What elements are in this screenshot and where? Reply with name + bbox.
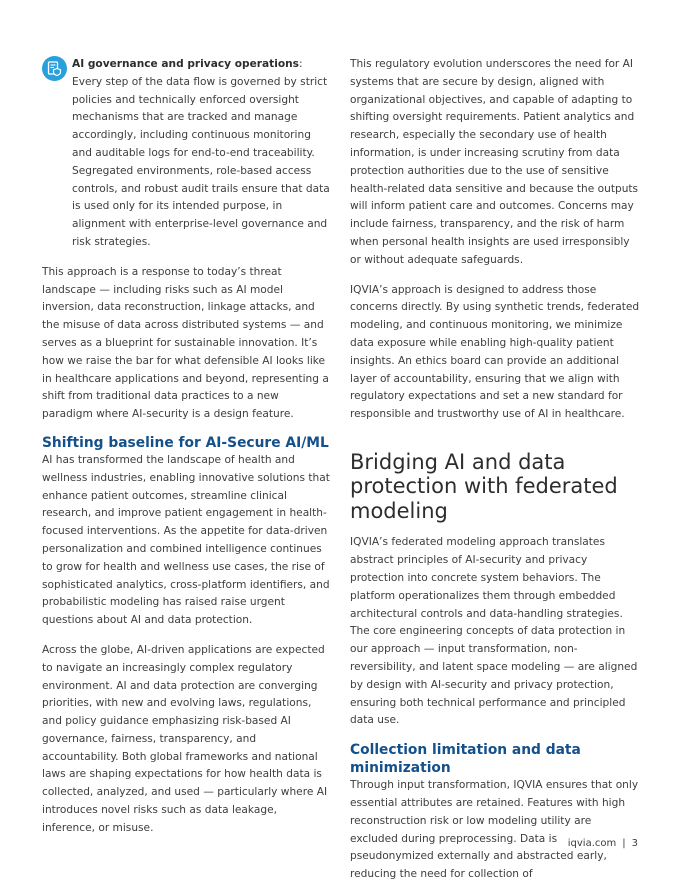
iqvia-approach-paragraph: IQVIA’s approach is designed to address those concerns directly. By using synthetic trends, federated modeling, and continuous monitoring, we minimize data exposure while enabling high-quality patient insights. An ethics board can provide an additional layer of accountability, ensuring that we align with regulatory expectations and set a new standard for responsible and trustworthy use of AI in healthcare. (350, 283, 640, 421)
right-column (350, 56, 642, 884)
shield-document-icon (42, 56, 67, 81)
footer-site-link[interactable]: iqvia.com (567, 838, 617, 849)
ai-landscape-paragraph: AI has transformed the landscape of health and wellness industries, enabling innovative solutions that enhance patient outcomes, streamline clinical research, and improve patient engagement in health-focused interventions. As the appetite for data-driven personalization and combined intelligence continues to grow for health and wellness use cases, the rise of sophisticated analytics, cross-platform identifiers, and probabilistic modeling has raised raise urgent questions about AI and data protection. (42, 453, 330, 627)
left-column (42, 56, 332, 838)
section-heading-shifting-baseline: Shifting baseline for AI-Secure AI/ML (42, 434, 329, 451)
input-transformation-paragraph: Through input transformation, IQVIA ensures that only essential attributes are retained. Features with high reconstruction risk or low modeling utility are excluded during preprocessing. Data is pseudonymized externally and abstracted early, reducing the need for collection of (350, 779, 639, 881)
section-heading-bridging-ai: Bridging AI and data protection with federated modeling (350, 449, 618, 523)
section-heading-collection-limitation: Collection limitation and data minimization (350, 742, 581, 777)
threat-landscape-paragraph: This approach is a response to today’s threat landscape — including risks such as AI model inversion, data reconstruction, linkage attacks, and the misuse of data across distributed systems — and serves as a blueprint for sustainable innovation. It’s how we raise the bar for what defensible AI looks like in healthcare applications and beyond, representing a shift from traditional data practices to a new paradigm where AI-security is a design feature. (42, 265, 329, 421)
regulatory-evolution-paragraph: This regulatory evolution underscores the need for AI systems that are secure by design, aligned with organizational objectives, and capable of adapting to shifting oversight requirements. Patient analytics and research, especially the secondary use of health information, is under increasing scrutiny from data protection authorities due to the use of sensitive health-related data sensitive and because the outputs will inform patient care and outcomes. Concerns may include fairness, transparency, and the risk of harm when personal health insights are used irresponsibly or without adequate safeguards. (350, 58, 639, 266)
federated-modeling-paragraph: IQVIA’s federated modeling approach translates abstract principles of AI-security and privacy protection into concrete system behaviors. The platform operationalizes them through embedded architectural controls and data-handling strategies. The core engineering concepts of data protection in our approach — input transformation, non-reversibility, and latent space modeling — are aligned by design with AI-security and privacy protection, ensuring both technical performance and principled data use. (350, 536, 638, 727)
page-footer (568, 838, 638, 849)
governance-title: AI governance and privacy operations (72, 58, 299, 70)
governance-paragraph (72, 56, 332, 252)
governance-text: : Every step of the data flow is governed by strict policies and technically enforced oversight mechanisms that are tracked and manage accordingly, including continuous monitoring and auditable logs for end-to-end traceability. Segregated environments, role-based access controls, and robust audit trails ensure that data is used only for its intended purpose, in alignment with enterprise-level governance and risk strategies. (72, 58, 330, 248)
regulatory-paragraph: Across the globe, AI-driven applications are expected to navigate an increasingly complex regulatory environment. AI and data protection are converging priorities, with new and evolving laws, regulations, and policy guidance emphasizing risk-based AI governance, fairness, transparency, and accountability. Both global frameworks and national laws are shaping expectations for how health data is collected, analyzed, and used — particularly where AI introduces novel risks such as data leakage, inference, or misuse. (42, 643, 328, 834)
page-number: 3 (631, 838, 638, 849)
governance-block (42, 56, 332, 252)
footer-separator: | (622, 838, 626, 849)
